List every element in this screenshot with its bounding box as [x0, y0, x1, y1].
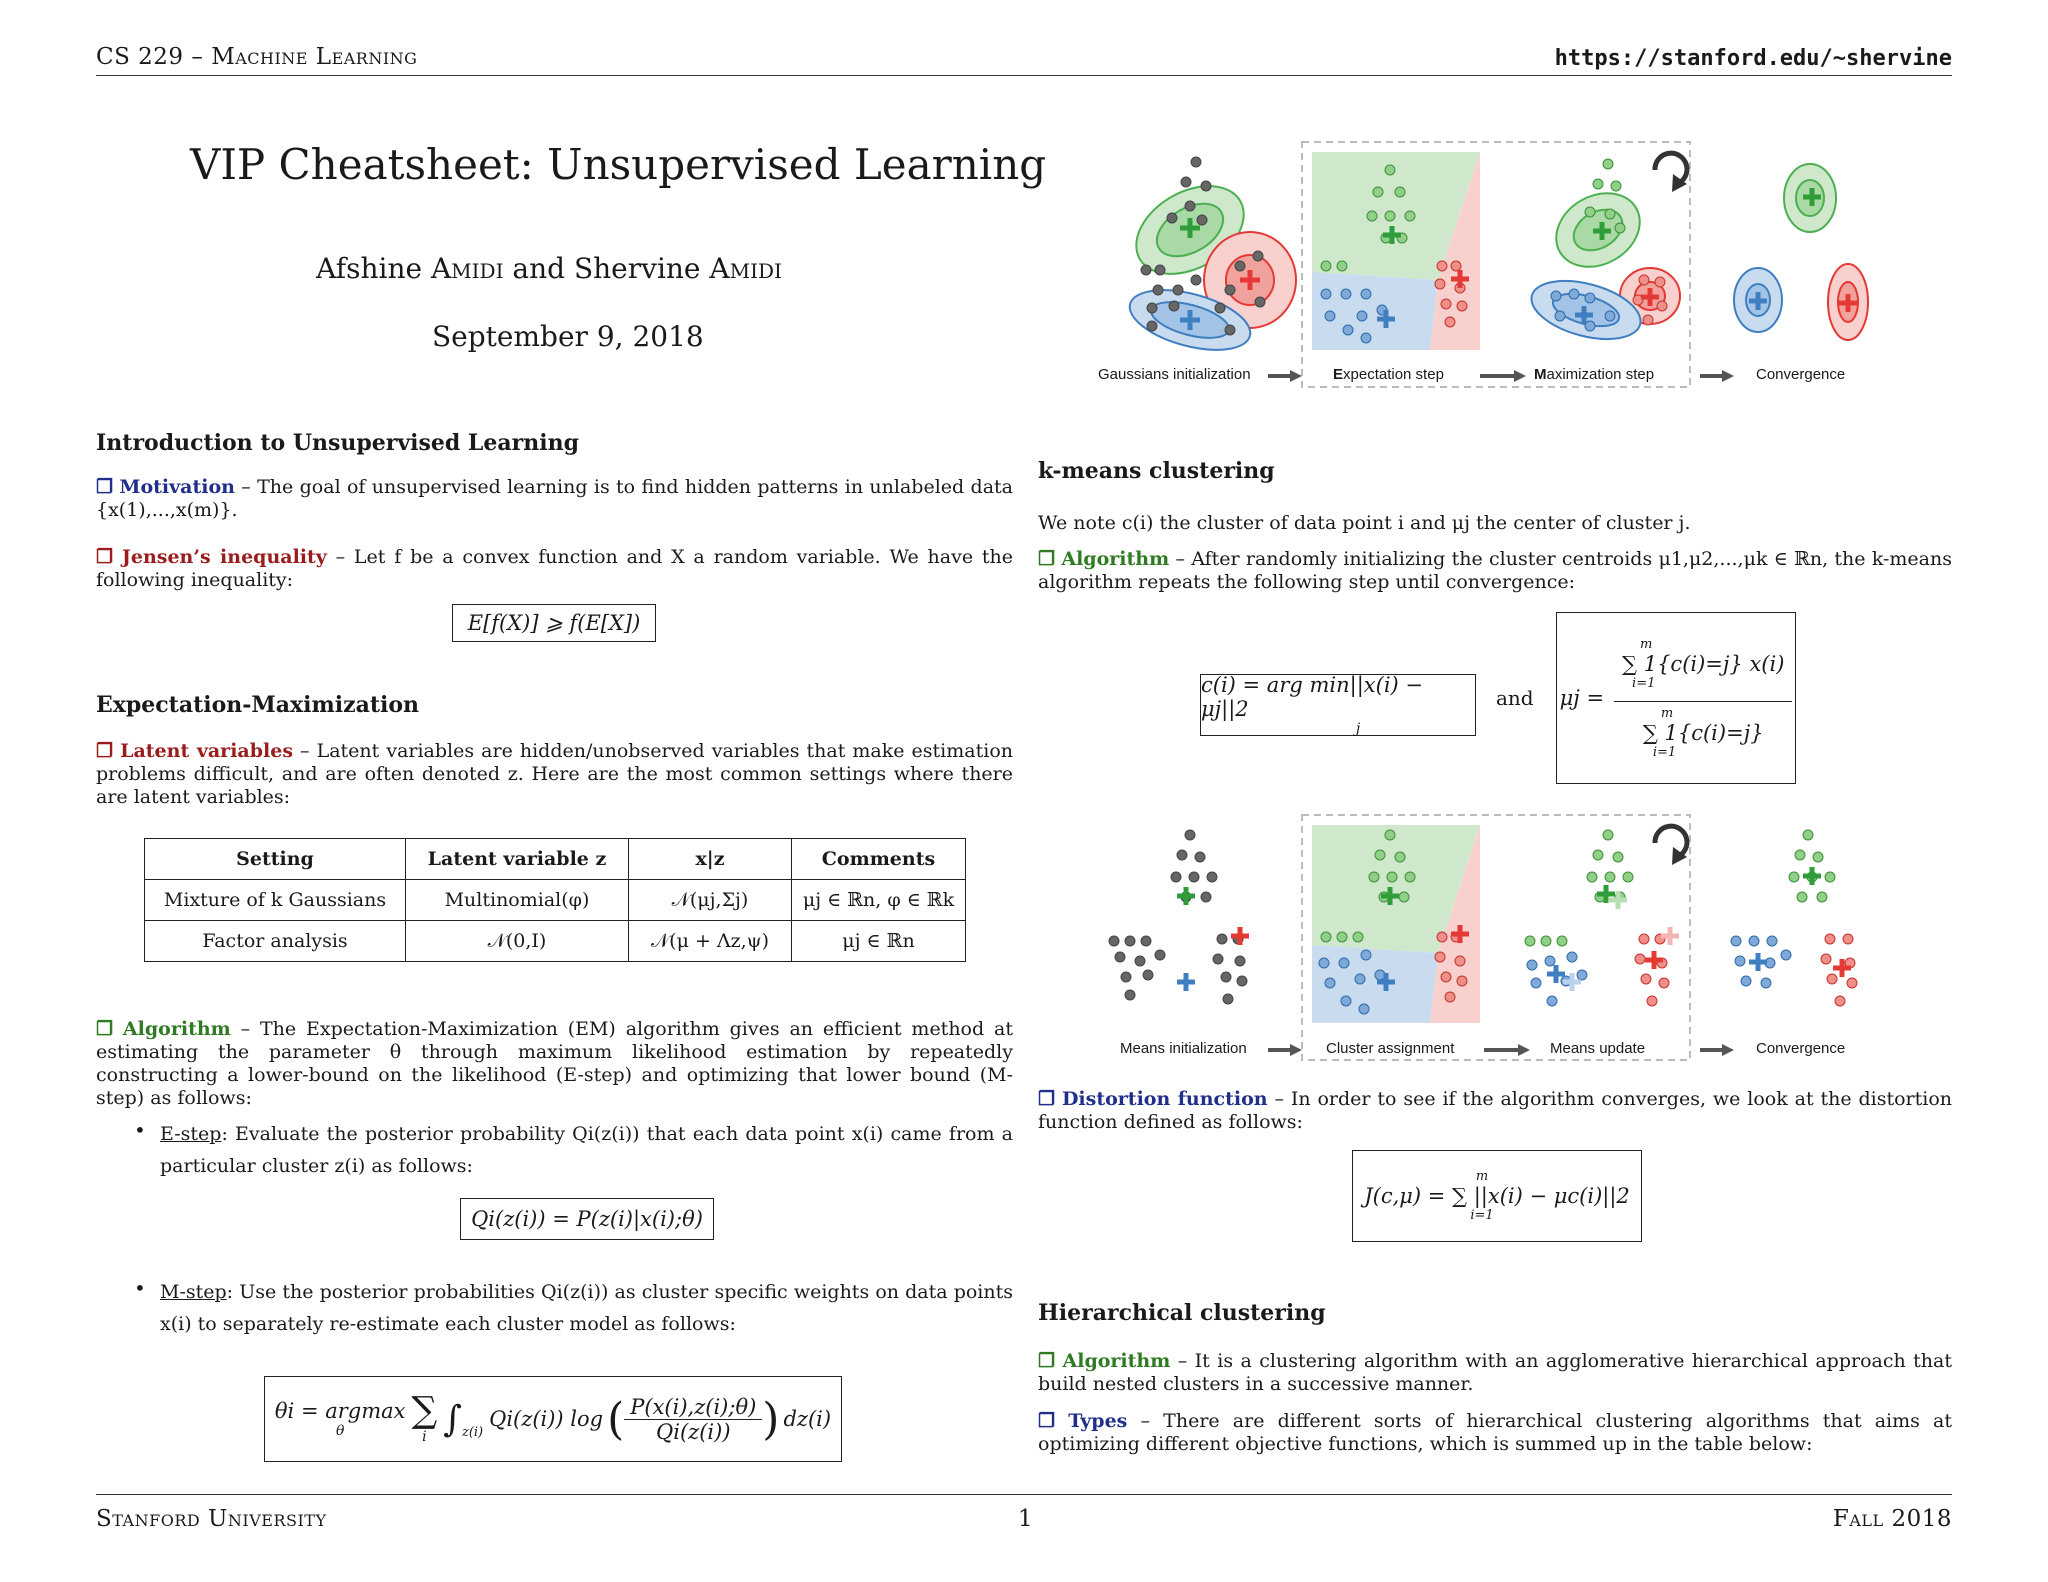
argmax-group — [275, 1399, 406, 1439]
cycle-arrow-icon — [1655, 153, 1687, 184]
square-bullet-icon: ❐ — [1038, 1088, 1056, 1110]
table-cell: Mixture of k Gaussians — [145, 880, 406, 921]
mstep-formula — [264, 1376, 842, 1462]
latent-paragraph — [96, 740, 1013, 809]
distortion-formula — [1352, 1150, 1642, 1242]
em-label-convergence: Convergence — [1756, 366, 1846, 383]
assignment-formula — [1200, 674, 1476, 736]
latent-variables-table — [144, 838, 966, 962]
course-prefix: CS 229 – — [96, 44, 212, 70]
author-joiner: and — [503, 252, 574, 285]
hierarchical-types-paragraph — [1038, 1410, 1952, 1456]
em-algorithm-text: – The Expectation-Maximization (EM) algorithm gives an efficient method at estimating the parameter θ through maximum likelihood estimation by repeatedly constructing a lower-bound on the likelihood (E-step) and optimizing that lower bound (M-step) as follows: — [96, 1018, 1013, 1109]
hierarchical-algorithm-text: – It is a clustering algorithm with an agglomerative hierarchical approach that build nested clusters in a successive manner. — [1038, 1350, 1952, 1395]
footer-term: Fall 2018 — [1832, 1506, 1952, 1532]
em-label-e: E — [1333, 366, 1344, 383]
formula-and: and — [1496, 686, 1534, 710]
distortion-keyword: Distortion function — [1061, 1088, 1268, 1110]
sum-group — [411, 1390, 438, 1445]
jensen-keyword: Jensen’s inequality — [121, 546, 327, 568]
square-bullet-icon: ❐ — [1038, 548, 1056, 570]
estep-label: E-step — [160, 1123, 222, 1145]
maximization-panel — [1525, 159, 1680, 350]
section-hierarchical-heading: Hierarchical clustering — [1038, 1300, 1326, 1326]
table-header: x|z — [629, 839, 792, 880]
author2-first: Shervine — [573, 252, 710, 285]
mstep-numerator: P(x(i),z(i);θ) — [624, 1395, 762, 1420]
section-em-heading: Expectation-Maximization — [96, 692, 420, 718]
integral-group — [443, 1399, 483, 1440]
em-label-expectation — [1333, 366, 1444, 383]
convergence-panel — [1731, 830, 1857, 1006]
centroid-denominator-group — [1635, 702, 1772, 764]
kmeans-note: We note c(i) the cluster of data point i and μj the center of cluster j. — [1038, 512, 1691, 534]
means-init-panel — [1109, 830, 1247, 1004]
motivation-paragraph — [96, 476, 1013, 522]
kmeans-label-means-init: Means initialization — [1120, 1040, 1247, 1057]
course-name: Machine Learning — [211, 44, 418, 70]
table-header: Comments — [792, 839, 966, 880]
jensen-paragraph — [96, 546, 1013, 592]
centroid-numerator: ∑ 1{c(i)=j} x(i) — [1622, 651, 1785, 676]
bullet-dot-icon: • — [134, 1276, 146, 1300]
integral-sub: z(i) — [461, 1424, 484, 1440]
footer-institution: Stanford University — [96, 1506, 327, 1532]
authors — [316, 252, 782, 285]
mstep-text: : Use the posterior probabilities Qi(z(i)) as cluster specific weights on data points x(i) to separately re-estimate each cluster model as follows: — [160, 1281, 1013, 1335]
table-cell: 𝒩(μj,Σj) — [629, 880, 792, 921]
jensen-formula: E[f(X)] ⩾ f(E[X]) — [452, 604, 656, 642]
square-bullet-icon: ❐ — [1038, 1410, 1056, 1432]
publication-date: September 9, 2018 — [432, 320, 704, 353]
section-kmeans-heading: k-means clustering — [1038, 458, 1275, 484]
den-sum-bottom: i=1 — [1652, 744, 1677, 760]
square-bullet-icon: ❐ — [1038, 1350, 1056, 1372]
estep-formula: Qi(z(i)) = P(z(i)|x(i);θ) — [460, 1198, 714, 1240]
em-algorithm-paragraph — [96, 1018, 1013, 1110]
cycle-arrow-icon — [1655, 826, 1687, 857]
table-cell: 𝒩(0,I) — [406, 921, 629, 962]
em-label-gaussians-init: Gaussians initialization — [1098, 366, 1251, 383]
footer-page-number: 1 — [1018, 1506, 1034, 1532]
num-sum-bottom: i=1 — [1632, 675, 1656, 691]
table-cell: 𝒩(μ + Λz,ψ) — [629, 921, 792, 962]
header-rule — [96, 75, 1952, 76]
table-cell: Multinomial(φ) — [406, 880, 629, 921]
em-label-maximization — [1534, 366, 1654, 383]
den-sum-top: m — [1660, 705, 1674, 721]
kmeans-algorithm-paragraph — [1038, 548, 1952, 594]
kmeans-algorithm-text: – After randomly initializing the cluster centroids μ1,μ2,...,μk ∈ ℝn, the k-means algorithm repeats the following step until convergence: — [1038, 548, 1952, 593]
mstep-label: M-step — [160, 1281, 227, 1303]
square-bullet-icon: ❐ — [96, 740, 114, 762]
mstep-body: Qi(z(i)) log — [489, 1407, 604, 1431]
latent-keyword: Latent variables — [120, 740, 294, 762]
running-header-course — [96, 44, 417, 70]
hierarchical-algorithm-paragraph — [1038, 1350, 1952, 1396]
em-steps-figure — [1090, 130, 1890, 400]
mstep-paragraph — [160, 1276, 1013, 1340]
footer-rule — [96, 1494, 1952, 1495]
author1-first: Afshine — [316, 252, 431, 285]
kmeans-steps-figure — [1090, 805, 1890, 1075]
table-cell: μj ∈ ℝn — [792, 921, 966, 962]
mstep-fraction — [624, 1395, 762, 1444]
distortion-sum-bottom: i=1 — [1470, 1208, 1494, 1223]
table-row — [145, 880, 966, 921]
assignment-lhs: c(i) = arg min||x(i) − μj||2 — [1201, 673, 1424, 721]
table-header-row — [145, 839, 966, 880]
paren-open: ( — [607, 1393, 625, 1445]
mstep-lhs: θi = argmax — [274, 1399, 406, 1423]
kmeans-algorithm-keyword: Algorithm — [1061, 548, 1170, 570]
sum-symbol: ∑ — [411, 1390, 438, 1431]
hierarchical-types-text: – There are different sorts of hierarchical clustering algorithms that aims at optimizing different objective functions, which is summed up in the table below: — [1038, 1410, 1953, 1455]
running-header-url[interactable]: https://stanford.edu/~shervine — [1554, 46, 1952, 71]
motivation-text: – The goal of unsupervised learning is to find hidden patterns in unlabeled data {x(1),...,x(m)}. — [96, 476, 1014, 521]
means-update-panel — [1525, 830, 1679, 1006]
hierarchical-types-keyword: Types — [1068, 1410, 1128, 1432]
page-title: VIP Cheatsheet: Unsupervised Learning — [190, 140, 1047, 189]
centroid-formula — [1556, 612, 1796, 784]
estep-text: : Evaluate the posterior probability Qi(z(i)) that each data point x(i) came from a particular cluster z(i) as follows: — [160, 1123, 1013, 1177]
table-header: Setting — [145, 839, 406, 880]
square-bullet-icon: ❐ — [96, 546, 114, 568]
section-intro-heading: Introduction to Unsupervised Learning — [96, 430, 579, 456]
sum-sub: i — [422, 1429, 427, 1445]
author1-last: Amidi — [430, 252, 504, 285]
integral-symbol: ∫ — [443, 1398, 462, 1440]
kmeans-label-convergence: Convergence — [1756, 1040, 1846, 1057]
num-sum-top: m — [1640, 636, 1653, 652]
distortion-text: – In order to see if the algorithm converges, we look at the distortion function defined as follows: — [1038, 1088, 1952, 1133]
em-label-m: M — [1534, 366, 1547, 383]
hierarchical-algorithm-keyword: Algorithm — [1062, 1350, 1171, 1372]
mstep-argmax-sub: θ — [335, 1423, 345, 1439]
table-cell: μj ∈ ℝn, φ ∈ ℝk — [792, 880, 966, 921]
centroid-fraction — [1614, 633, 1792, 764]
kmeans-label-cluster-assignment: Cluster assignment — [1326, 1040, 1455, 1057]
square-bullet-icon: ❐ — [96, 1018, 114, 1040]
centroid-lhs: μj = — [1559, 686, 1605, 710]
centroid-numerator-group — [1614, 633, 1792, 702]
kmeans-label-means-update: Means update — [1550, 1040, 1646, 1057]
centroid-denominator: ∑ 1{c(i)=j} — [1642, 720, 1764, 745]
convergence-panel — [1734, 164, 1868, 340]
bullet-dot-icon: • — [134, 1118, 146, 1142]
em-label-e-rest: xpectation step — [1343, 366, 1444, 383]
expectation-panel — [1312, 152, 1482, 350]
mstep-tail: dz(i) — [783, 1407, 832, 1431]
em-algorithm-keyword: Algorithm — [122, 1018, 231, 1040]
mstep-denominator: Qi(z(i)) — [656, 1419, 731, 1444]
distortion-body: J(c,μ) = ∑ ||x(i) − μc(i)||2 — [1364, 1184, 1630, 1208]
table-row — [145, 921, 966, 962]
cluster-assignment-panel — [1312, 825, 1480, 1023]
assignment-sub: j — [1355, 721, 1361, 737]
distortion-paragraph — [1038, 1088, 1952, 1134]
estep-paragraph — [160, 1118, 1013, 1182]
square-bullet-icon: ❐ — [96, 476, 114, 498]
latent-text: – Latent variables are hidden/unobserved variables that make estimation problems difficult, and are often denoted z. Here are the most common settings where there are latent variables: — [96, 740, 1013, 808]
author2-last: Amidi — [709, 252, 782, 285]
motivation-keyword: Motivation — [119, 476, 235, 498]
gaussians-init-panel — [1121, 157, 1296, 361]
distortion-sum-top: m — [1475, 1169, 1489, 1184]
paren-close: ) — [762, 1393, 780, 1445]
table-header: Latent variable z — [406, 839, 629, 880]
table-cell: Factor analysis — [145, 921, 406, 962]
jensen-text: – Let f be a convex function and X a random variable. We have the following inequality: — [96, 546, 1013, 591]
em-label-m-rest: aximization step — [1546, 366, 1655, 383]
